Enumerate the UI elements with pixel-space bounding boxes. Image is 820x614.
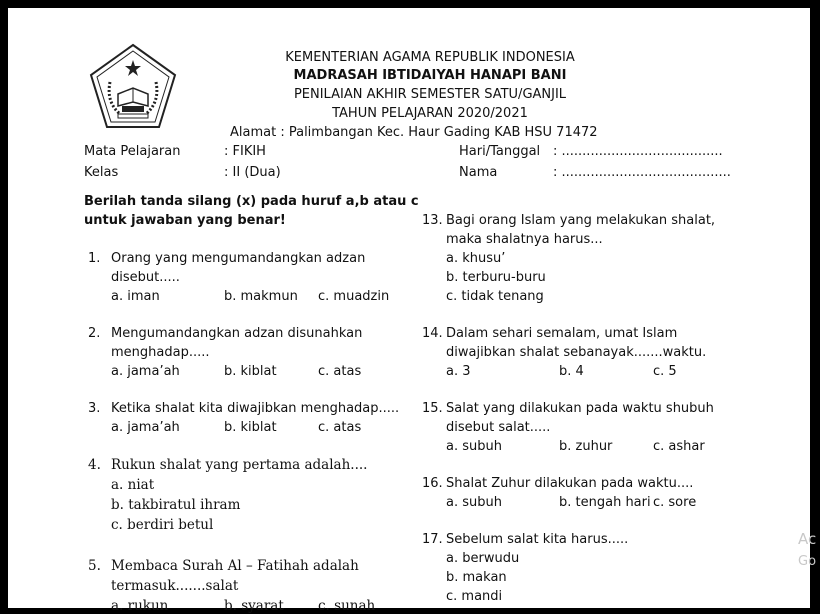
question-number: 15.	[422, 401, 443, 416]
option-c[interactable]: c. atas	[318, 420, 362, 435]
name-field: : .........................................	[553, 165, 731, 180]
school-name: MADRASAH IBTIDAIYAH HANAPI BANI	[293, 68, 567, 83]
question-text: Dalam sehari semalam, umat Islam	[446, 326, 678, 341]
question-text: diwajibkan shalat sebanayak.......waktu.	[446, 345, 707, 360]
option-c[interactable]: c. sunah	[318, 598, 376, 614]
option-a[interactable]: a. niat	[111, 477, 155, 493]
question-text: Salat yang dilakukan pada waktu shubuh	[446, 401, 714, 416]
question-number: 5.	[88, 558, 101, 574]
option-c[interactable]: c. mandi	[446, 589, 503, 604]
name-label: Nama	[459, 165, 498, 180]
option-b[interactable]: b. zuhur	[559, 439, 613, 454]
watermark-line1: Ac	[798, 530, 817, 548]
question-number: 17.	[422, 532, 443, 547]
option-b[interactable]: b. kiblat	[224, 364, 277, 379]
question-text: maka shalatnya harus...	[446, 232, 603, 247]
option-c[interactable]: c. 5	[653, 364, 677, 379]
option-b[interactable]: b. makmun	[224, 289, 298, 304]
day-label: Hari/Tanggal	[459, 144, 541, 159]
option-b[interactable]: b. syarat	[224, 598, 284, 614]
question-number: 4.	[88, 457, 101, 473]
option-a[interactable]: a. jama’ah	[111, 364, 180, 379]
question-text: disebut.....	[111, 270, 180, 285]
school-year: TAHUN PELAJARAN 2020/2021	[332, 106, 528, 121]
school-address: Alamat : Palimbangan Kec. Haur Gading KAB HSU 71472	[230, 125, 598, 140]
kemenag-logo	[88, 42, 178, 132]
option-b[interactable]: b. takbiratul ihram	[111, 497, 241, 513]
question-text: Mengumandangkan adzan disunahkan	[111, 326, 363, 341]
subject-label: Mata Pelajaran	[84, 144, 181, 159]
question-text: Orang yang mengumandangkan adzan	[111, 251, 366, 266]
question-text: disebut salat.....	[446, 420, 551, 435]
option-c[interactable]: c. tidak tenang	[446, 289, 544, 304]
option-a[interactable]: a. jama’ah	[111, 420, 180, 435]
option-c[interactable]: c. sore	[653, 495, 697, 510]
option-c[interactable]: c. muadzin	[318, 289, 390, 304]
class-label: Kelas	[84, 165, 119, 180]
question-text: menghadap.....	[111, 345, 210, 360]
option-a[interactable]: a. iman	[111, 289, 160, 304]
instruction-line1: Berilah tanda silang (x) pada huruf a,b atau c	[84, 194, 419, 209]
question-number: 3.	[88, 401, 101, 416]
day-field: : .......................................	[553, 144, 723, 159]
ministry-title: KEMENTERIAN AGAMA REPUBLIK INDONESIA	[285, 50, 575, 65]
option-b[interactable]: b. kiblat	[224, 420, 277, 435]
option-a[interactable]: a. khusu’	[446, 251, 506, 266]
option-c[interactable]: c. ashar	[653, 439, 705, 454]
option-c[interactable]: c. atas	[318, 364, 362, 379]
option-b[interactable]: b. makan	[446, 570, 507, 585]
question-text: Sebelum salat kita harus.....	[446, 532, 629, 547]
question-number: 16.	[422, 476, 443, 491]
option-b[interactable]: b. tengah hari	[559, 495, 651, 510]
watermark-line2: Go	[798, 554, 817, 569]
question-number: 14.	[422, 326, 443, 341]
question-text: Rukun shalat yang pertama adalah....	[111, 457, 368, 473]
subject-value: : FIKIH	[224, 144, 266, 159]
instruction-line2: untuk jawaban yang benar!	[84, 213, 286, 228]
option-a[interactable]: a. subuh	[446, 439, 502, 454]
option-a[interactable]: a. berwudu	[446, 551, 520, 566]
question-text: Shalat Zuhur dilakukan pada waktu....	[446, 476, 694, 491]
question-number: 1.	[88, 251, 101, 266]
class-value: : II (Dua)	[224, 165, 281, 180]
exam-title: PENILAIAN AKHIR SEMESTER SATU/GANJIL	[293, 87, 567, 102]
option-b[interactable]: b. terburu-buru	[446, 270, 546, 285]
option-b[interactable]: b. 4	[559, 364, 584, 379]
option-a[interactable]: a. rukun	[111, 598, 169, 614]
question-text: Ketika shalat kita diwajibkan menghadap.....	[111, 401, 400, 416]
exam-paper	[8, 8, 817, 614]
option-a[interactable]: a. 3	[446, 364, 471, 379]
question-text: termasuk.......salat	[111, 578, 239, 594]
question-text: Bagi orang Islam yang melakukan shalat,	[446, 213, 716, 228]
question-number: 2.	[88, 326, 101, 341]
option-c[interactable]: c. berdiri betul	[111, 517, 214, 533]
question-number: 13.	[422, 213, 443, 228]
question-text: Membaca Surah Al – Fatihah adalah	[111, 558, 359, 574]
option-a[interactable]: a. subuh	[446, 495, 502, 510]
